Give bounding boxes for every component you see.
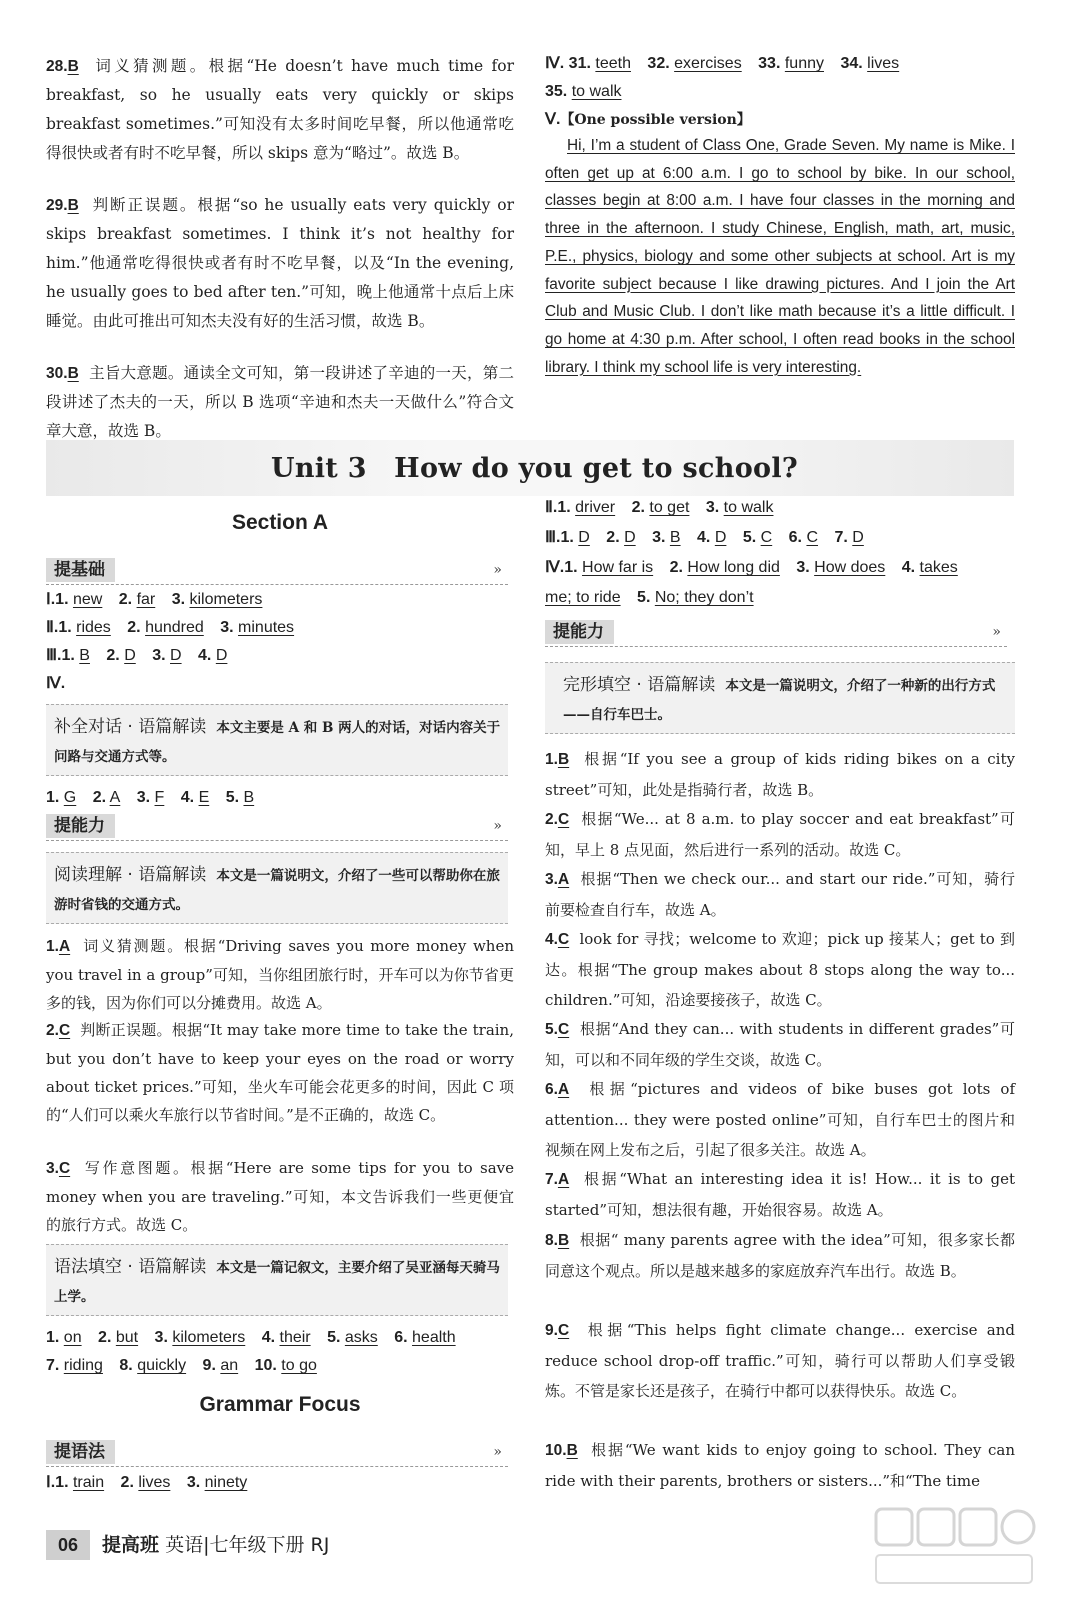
sa-answers-ii: Ⅱ.1. rides 2. hundred 3. minutes bbox=[46, 619, 295, 636]
dialog-summary-box bbox=[46, 704, 508, 776]
chevron-right-icon: » bbox=[493, 1444, 502, 1460]
explanation: 主旨大意题。通读全文可知，第一段讲述了辛迪的一天，第二段讲述了杰夫的一天，所以 B 选项“辛迪和杰夫一天做什么”符合文章大意，故选 B。 bbox=[46, 364, 514, 440]
explanation: 写作意图题。根据“Here are some tips for you to save money when you are traveling.”可知，本文告诉我们一些更便宜的旅行方式。故选 C。 bbox=[46, 1159, 514, 1234]
bar-label: 提基础 bbox=[46, 558, 115, 582]
explanation: 判断正误题。根据“so he usually eats very quickly or skips breakfast sometimes. I think it’s not healthy for him.”他通常吃得很快或者有时不吃早餐，以及“In the evening, he usually goes to bed after ten.”可知，晚上他通常十点后上床睡觉。由此可推出可知杰夫没有好的生活习惯，故选 B。 bbox=[46, 196, 514, 330]
sa-answers-iii: Ⅲ.1. B 2. D 3. D 4. D bbox=[46, 647, 228, 664]
answer-letter: B bbox=[67, 58, 79, 75]
r-answers-iv-cont: me; to ride 5. No; they don’t bbox=[545, 589, 754, 606]
box-desc: 本文是一篇记叙文，主要介绍了吴亚涵每天骑马上学。 bbox=[54, 1260, 500, 1305]
cloze-answer-2: 2.C 根据“We... at 8 a.m. to play soccer and eat breakfast”可知，早上 8 点见面，然后进行一系列的活动。故选 C。 bbox=[545, 810, 1015, 859]
question-number: 30. bbox=[46, 365, 68, 382]
cloze-answer-1: 1.B 根据“If you see a group of kids riding bikes on a city street”可知，此处是指骑行者，故选 B。 bbox=[545, 750, 1015, 799]
section-a-title: Section A bbox=[231, 511, 329, 534]
grammar-fill-summary-box bbox=[46, 1244, 508, 1316]
box-title: 补全对话 · 语篇解读 bbox=[54, 717, 207, 737]
answer-28 bbox=[46, 52, 514, 168]
box-desc: 本文是一篇说明文，介绍了一些可以帮助你在旅游时省钱的交通方式。 bbox=[54, 868, 500, 913]
brand: 提高班 bbox=[102, 1534, 160, 1556]
bar-label: 提能力 bbox=[545, 620, 614, 644]
answers-v-heading: Ⅴ.【One possible version】 bbox=[545, 111, 751, 128]
gf-answers-i: Ⅰ.1. train 2. lives 3. ninety bbox=[46, 1474, 248, 1491]
reading-answer-3: 3.C 写作意图题。根据“Here are some tips for you to save money when you are traveling.”可知，本文告诉我们一些更便宜的旅行方式。故选 C。 bbox=[46, 1159, 514, 1234]
question-number: 29. bbox=[46, 197, 68, 214]
answer-30 bbox=[46, 359, 514, 446]
r-answers-iii: Ⅲ.1. D 2. D 3. B 4. D 5. C 6. C 7. D bbox=[545, 529, 864, 546]
question-number: 28. bbox=[46, 58, 68, 75]
grammar-focus-title: Grammar Focus bbox=[199, 1393, 361, 1416]
box-title: 语法填空 · 语篇解读 bbox=[54, 1257, 207, 1277]
sample-essay: Hi, I’m a student of Class One, Grade Seven. My name is Mike. I often get up at 6:00 a.m. I go to school by bike. In our school, classes begin at 8:00 a.m. I have four classes in the morning and three in the afternoon. I study Chinese, English, math, art, music, P.E., physics, biology and some other subjects at school. Art is my favorite subject because I like drawing pictures. And I join the Art Club and Music Club. I don’t like math because it’s a little difficult. I go home at 4:30 p.m. After school, I often read books in the school library. I think my school life is very interesting. bbox=[545, 137, 1015, 376]
cloze-answer-3: 3.A 根据“Then we check our... and start our ride.”可知，骑行前要检查自行车，故选 A。 bbox=[545, 870, 1015, 919]
bar-yufa bbox=[46, 1440, 508, 1467]
r-answers-iv: Ⅳ.1. How far is 2. How long did 3. How does 4. takes bbox=[545, 559, 958, 576]
dialog-answers: 1. G 2. A 3. F 4. E 5. B bbox=[46, 789, 255, 806]
box-desc: 本文是一篇说明文，介绍了一种新的出行方式——自行车巴士。 bbox=[563, 678, 996, 723]
sa-answers-i: Ⅰ.1. new 2. far 3. kilometers bbox=[46, 591, 263, 608]
version-tag: 【One possible version】 bbox=[560, 112, 751, 128]
bar-jichu bbox=[46, 558, 508, 585]
bar-nengli-right bbox=[545, 620, 1007, 647]
cloze-answer-5: 5.C 根据“And they can... with students in different grades”可知，可以和不同年级的学生交谈，故选 C。 bbox=[545, 1020, 1015, 1069]
box-title: 阅读理解 · 语篇解读 bbox=[54, 865, 207, 885]
cloze-answer-9: 9.C 根据“This helps fight climate change... exercise and reduce school drop-off traffic.”可知，骑行可以帮助人们享受锻炼。不管是家长还是孩子，在骑行中都可以获得快乐。故选 C。 bbox=[545, 1321, 1015, 1400]
cloze-answer-4: 4.C look for 寻找；welcome to 欢迎；pick up 接某人；get to 到达。根据“The group makes about 8 stops along the way to... children.”可知，沿途要接孩子，故选 C。 bbox=[545, 930, 1015, 1009]
reading-summary-box bbox=[46, 852, 508, 924]
cloze-answer-8: 8.B 根据“ many parents agree with the idea”可知，很多家长都同意这个观点。所以是越来越多的家庭放弃汽车出行。故选 B。 bbox=[545, 1231, 1015, 1280]
cloze-answer-6: 6.A 根据“pictures and videos of bike buses got lots of attention... they were posted online”可知，自行车巴士的图片和视频在网上发布之后，引起了很多关注。故选 A。 bbox=[545, 1080, 1015, 1159]
answer-letter: B bbox=[67, 365, 79, 382]
unit-title: Unit 3 How do you get to school? bbox=[270, 453, 799, 484]
page-number: 06 bbox=[46, 1530, 90, 1560]
cloze-summary-box bbox=[545, 662, 1015, 734]
sa-answers-iv: Ⅳ. bbox=[46, 675, 66, 692]
explanation: 词义猜测题。根据“Driving saves you more money when you travel in a group”可知，当你组团旅行时，开车可以为你节省更多的钱，因为你们可以分摊费用。故选 A。 bbox=[46, 937, 515, 1012]
explanation: 词义猜测题。根据“He doesn’t have much time for breakfast, so he usually eats very quickly or skips breakfast sometimes.”可知没有太多时间吃早餐，所以他通常吃得很快或者有时不吃早餐，所以 skips 意为“略过”。故选 B。 bbox=[46, 57, 514, 162]
r-answers-ii: Ⅱ.1. driver 2. to get 3. to walk bbox=[545, 499, 774, 516]
book-info: 提高班 英语|七年级下册 RJ bbox=[102, 1534, 330, 1556]
answer-29 bbox=[46, 191, 514, 336]
box-title: 完形填空 · 语篇解读 bbox=[563, 675, 716, 695]
bar-nengli-left bbox=[46, 814, 508, 841]
cloze-answer-7: 7.A 根据“What an interesting idea it is! How... it is to get started”可知，想法很有趣，开始很容易。故选 A。 bbox=[545, 1170, 1015, 1219]
box-desc: 本文主要是 A 和 B 两人的对话，对话内容关于问路与交通方式等。 bbox=[54, 720, 501, 765]
explanation: 判断正误题。根据“It may take more time to take the train, but you don’t have to keep your eyes on the road or worry about ticket prices.”可知，坐火车可能会花更多的时间，因此 C 项的“人们可以乘火车旅行以节省时间。”是不正确的，故选 C。 bbox=[46, 1021, 514, 1124]
grade: 七年级下册 RJ bbox=[209, 1534, 330, 1556]
answer-letter: B bbox=[67, 197, 79, 214]
grammar-fill-answers-1: 1. on 2. but 3. kilometers 4. their 5. asks 6. health bbox=[46, 1329, 456, 1346]
bar-label: 提能力 bbox=[46, 814, 115, 838]
subject: 英语 bbox=[165, 1534, 204, 1556]
chevron-right-icon: » bbox=[493, 562, 502, 578]
reading-answer-2: 2.C 判断正误题。根据“It may take more time to take the train, but you don’t have to keep your eyes on the road or worry about ticket prices.”可知，坐火车可能会花更多的时间，因此 C 项的“人们可以乘火车旅行以节省时间。”是不正确的，故选 C。 bbox=[46, 1021, 514, 1124]
bar-label: 提语法 bbox=[46, 1440, 115, 1464]
cloze-answer-10: 10.B 根据“We want kids to enjoy going to school. They can ride with their parents, brothers or sisters...”和“The time bbox=[545, 1441, 1015, 1490]
chevron-right-icon: » bbox=[493, 818, 502, 834]
answers-iv-prev-cont: 35. to walk bbox=[545, 83, 622, 100]
chevron-right-icon: » bbox=[992, 624, 1001, 640]
answers-iv-prev: Ⅳ. 31. teeth 32. exercises 33. funny 34. lives bbox=[545, 55, 900, 72]
watermark-logo-icon bbox=[870, 1505, 1040, 1589]
grammar-fill-answers-2: 7. riding 8. quickly 9. an 10. to go bbox=[46, 1357, 317, 1374]
reading-answer-1: 1.A 词义猜测题。根据“Driving saves you more money when you travel in a group”可知，当你组团旅行时，开车可以为你节省更多的钱，因为你们可以分摊费用。故选 A。 bbox=[46, 937, 515, 1012]
